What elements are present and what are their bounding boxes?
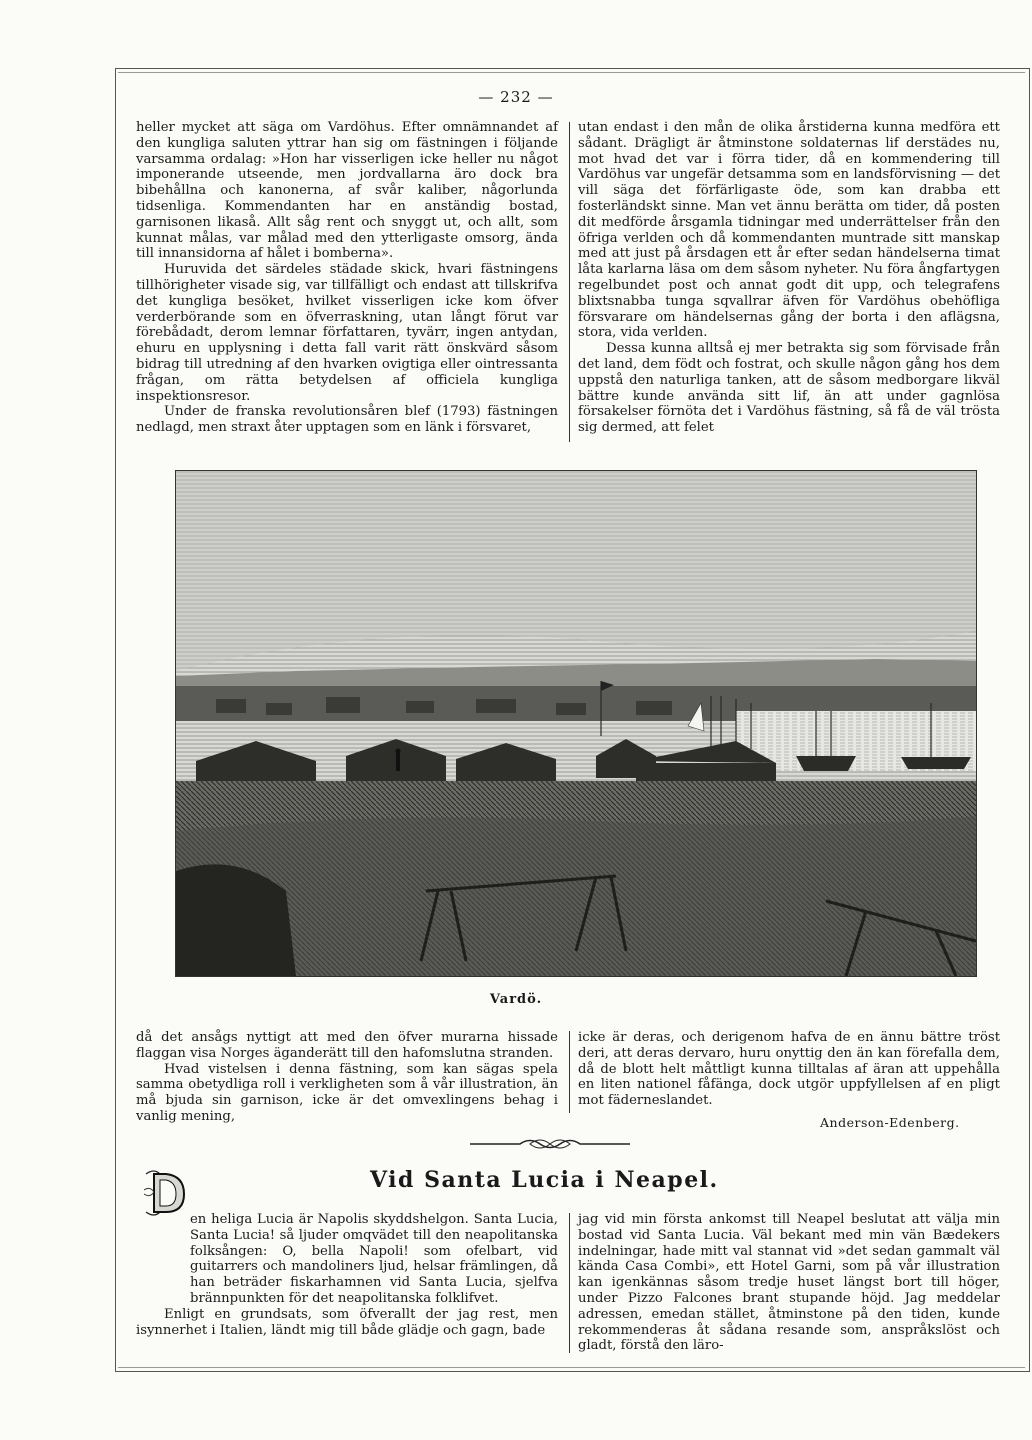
page-number: — 232 — [478,88,554,106]
mid-left-column [136,1030,558,1125]
paragraph: Huruvida det särdeles städade skick, hvari fästningens tillhörigheter visade sig, var tillfälligt och endast att tillskrifva det kungliga besöket, hvilket visserligen icke kom öfver verderbörande som en öfverraskning, utan långt förut var förebådadt, derom lemnar författaren, tyvärr, ingen antydan, ehuru en upplysning i detta fall varit rätt önskvärd såsom bidrag till utredning af den hvarken ovigtiga eller ointressanta frågan, om rätta betydelsen af officiela kungliga inspektionsresor. [136,262,558,404]
paragraph: Dessa kunna alltså ej mer betrakta sig som förvisade från det land, dem födt och fostrat, och skulle någon gång hos dem uppstå den naturliga tanken, att de såsom medborgare likväl bättre kunde använda sitt lif, än att under gagnlösa försakelser förnöta det i Vardöhus fästning, så få de väl trösta sig dermed, att felet [578,341,1000,436]
mid-right-column [578,1030,1000,1109]
top-right-column [578,120,1000,436]
paragraph: då det ansågs nyttigt att med den öfver murarna hissade flaggan visa Norges äganderätt till den hafomslutna stranden. [136,1030,558,1061]
paragraph: Enligt en grundsats, som öfverallt der jag rest, men isynnerhet i Italien, ländt mig till både glädje och gagn, bade [136,1306,558,1338]
paragraph: heller mycket att säga om Vardöhus. Efter omnämnandet af den kungliga saluten yttrar han sig om fästningen i följande varsamma ordalag: »Hon har visserligen icke heller nu något imponerande utseende, men jordvallarna äro dock bra bibehållna och kanonerna, af svår kaliber, någorlunda tidsenliga. Kommendanten har en anständig bostad, garnisonen likaså. Allt såg rent och snyggt ut, och allt, som kunnat målas, var målad med den ytterligaste omsorg, ända till innansidorna af hålet i bomberna». [136,120,558,262]
article-title: Vid Santa Lucia i Neapel. [370,1167,719,1193]
column-rule [569,122,570,442]
bottom-right-column [578,1212,1000,1354]
illustration-caption: Vardö. [489,992,543,1007]
top-left-column [136,120,558,436]
paragraph: Under de franska revolutionsåren blef (1793) fästningen nedlagd, men straxt åter upptagen som en länk i försvaret, [136,404,558,436]
paragraph: en heliga Lucia är Napolis skyddshelgon. Santa Lucia, Santa Lucia! så ljuder omqvädet till den neapolitanska folksången: O, bella Napoli! som ofelbart, vid guitarrers och mandoliners ljud, helsar främlingen, då han beträder fiskarhamnen vid Santa Lucia, sjelfva brännpunkten för det neapolitanska folklifvet. [190,1212,558,1306]
section-ornament [470,1134,630,1154]
vardo-illustration [175,470,977,977]
paragraph: icke är deras, och derigenom hafva de en ännu bättre tröst deri, att deras dervaro, huru onyttig den än kan förefalla dem, då de blott helt måttligt kunna tilltalas af äran att uppehålla en liten nationel fåfänga, dock utgör uppfyllelsen af en pligt mot fäderneslandet. [578,1030,1000,1109]
bottom-left-column [136,1212,558,1338]
column-rule [569,1213,570,1353]
author-signature: Anderson-Edenberg. [820,1115,960,1130]
paragraph: Hvad vistelsen i denna fästning, som kan sägas spela samma obetydliga roll i verkligheten som å vår illustration, än må bjuda sin garnison, icke är det omvexlingens behag i vanlig mening, [136,1061,558,1124]
column-rule [569,1031,570,1113]
paragraph: utan endast i den mån de olika årstiderna kunna medföra ett sådant. Drägligt är åtminstone soldaternas lif derstädes nu, mot hvad det var i förra tider, då en kommendering till Vardöhus var ungefär detsamma som en landsförvisning — det vill säga det förfärligaste öde, som kan drabba ett fosterländskt sinne. Man vet ännu berätta om tider, då posten dit medförde årsgamla tidningar med underrättelser från den öfriga verlden och då kommendanten muntrade sitt manskap med att just på årsdagen ett år efter sedan händelserna timat låta karlarna läsa om dem såsom nyheter. Nu föra ångfartygen regelbundet post och annat godt dit upp, och telegrafens blixtsnabba tunga sqvallrar äfven för Vardöhus obehöfliga försvarare om händelsernas gång der borta i den aflägsna, stora, vida verlden. [578,120,1000,341]
drop-cap-d [142,1168,188,1218]
paragraph: jag vid min första ankomst till Neapel beslutat att välja min bostad vid Santa Lucia. Väl bekant med min vän Bædekers indelningar, hade mitt val stannat vid »det sedan gammalt väl kända Casa Combi», ett Hotel Garni, som på vår illustration kan igenkännas såsom tredje huset längst bort till höger, under Pizzo Falcones brant stupande höjd. Jag meddelar adressen, emedan stället, åtminstone på den tiden, kunde rekommenderas åt sådana resande som, anspråkslöst och gladt, förstå den läro- [578,1212,1000,1354]
